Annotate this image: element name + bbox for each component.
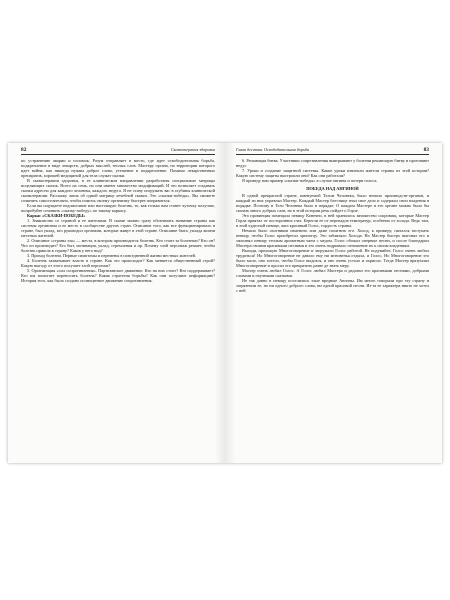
paragraph: Я приведу вам пример «сказки-победы» в случае ангины и потери голоса. [242,177,378,183]
paragraph: 3. Приход болезни. Первые симптомы и перемены в повседневной жизни местных жителей. [27,252,196,258]
paragraph: В одной прекрасной стране, именуемой Телом Человека, было немало производств-органов, и каждый из них управлял Мастер. Каждый Мастер блестяще знал свое дело и содержал свои владения в порядке. Поэтому и Тело Человека было в порядке. О каждом Мастере и его органе можно было бы сказать много добрых слов, но в этой истории речь пойдет о Горле. [236,192,429,213]
paragraph: 4. Болезнь захватывает власть в стране. Как это происходит? Как меняется общественный строй? Какую выгоду от этого получает злой персонаж? [21,257,215,268]
paragraph: Мастер очень любил Голос. А Голос любил Мастера и радовал его красивыми песнями, добрыми словами и поучными сказками. [236,267,429,278]
section-heading: Каркас «СКАЗКИ-ПОБЕДЫ» [27,212,86,218]
paragraph: Если вы ощущаете недомогание или настоящую болезнь, то, как только вам станет чуточку получше, попробуйте сочинить «сказку-победу» по такому каркасу. [21,202,215,213]
running-title: Глава десятая. Освободительная борьба [236,147,310,152]
paragraph: 2. Описание «страны зла» — места, в котором производится болезнь. Кто стоит за болезнью? Кто он? Что он производит? Его быт, мотивация, уклад, стремления и пр. Почему злой персонаж решает, чтобы болезнь пришла в страну? Каков у него вид? [21,237,215,253]
paragraph: Выходя, прохожую Многоговорение и загружало Голос работой. Не подумайте, Голос очень любил трудиться! Но Многоговорение не давало ему ни мгновенья отдыха, и Голос, Но Многоговорение это было мало, оно хотело, чтобы Голос выдохся, и оно очень устало и охрипло. Тогда Мастер вразумлял Многоговорение и просил его прекратить разве де знать меру. [236,247,429,268]
paragraph: 7. Уроки и создание защитной системы. Какие уроки извлекли жители страны из этой истории? Какую систему защиты выстроили они? Как они работали? [236,167,429,178]
page-number: 83 [423,147,429,153]
paragraph: 5. Организация «сил сопротивления». Партизанское движение. Кто на них стоит? Кто поддерживает? Кто им помогает переносить болезнь? Какая стратегия борьбы? Как они получают информацию? История того, как было создано полноценное движение сопротивления. [21,267,215,283]
story-title: ПОБЕДА НАД АНГИНОЙ [306,185,359,191]
book-spread [8,143,442,463]
paragraph: Эта провинция помещала певицу Конечно, в ней хранилось множество сокровищ, которые Мастер Горла приятал от посторонних глаз. Берегли ее от перепадов температур, особенно от холода. Ведь там, в этой чудесной певице, жил красивый Голос, гордость страны. [236,212,429,228]
paragraph: Не так давно в певицу поселились злые вредные Ангины. Им много говорили про эту страну и загрязнили ее, но ни одного доброго слова, ни одной красивой песни. Из-за ее характера никто не хотел с ней [236,277,429,293]
paragraph: В сказкотерапии здоровья, в ее клиническом направлении разработаны специальные матрицы исцеляющих сказок. Всего их семь, но они имеют множество модификаций. И это позволяет создавать сказки адресно для каждого человека, каждого недуга. Я не стану погружать вас в глубины клинической сказкотерапии. Расскажу лишь об одной матрице лечебной сказки. Это «сказки-победы». Вы сможете сочинить самостоятельно, чтобы помочь своему организму быстрее поправиться. [21,177,215,203]
paragraph: Немало было охотников изменить или даже похитить его. Холод, к примеру, пытался заступать певицу, чтобы Голос приобретал хрипотцу. Это забавляло Холода. Но Мастер быстро выгонял его и заполнял певицу теплым ароматным чаем с медом. Голос обожал оперные песни, и после благодарил Мастера своими красивыми песнями и это очень подрывало отношение их к своим владениям. [236,227,429,248]
right-page [225,143,442,463]
left-page [8,143,225,463]
paragraph: по устранению аварии и поломок. Разум отправляет в место, где идет освободительная борьба, подкрепление в виде лекарств, добрых мыслей, теплых слов. Мастеру органа, на территории которого идет война, как никогда нужны доброе слово, утешение и подкрепление. Помимо лекарственных препаратов, хорошей медициной для тела служат сказки. [21,158,215,178]
running-header [21,147,215,155]
paragraph: 6. Решающая битва. Участники сопротивления выигрывают у болезни решающую битву и прогоняют недуг. [236,158,429,168]
running-title: Сказкотерапия здоровья [170,147,215,152]
paragraph: 1. Знакомство со страной и ее жителями. В сказке можно сразу обозначить название страны как системы организма и ее место в сообществе других стран. Описание того, как все функционировало в стране, был уклад, кто руководил органами, которые живут в этой стране. Описание быта, уклада жизни местных жителей. [21,217,215,238]
page-number: 82 [21,147,27,153]
running-header [236,147,429,155]
